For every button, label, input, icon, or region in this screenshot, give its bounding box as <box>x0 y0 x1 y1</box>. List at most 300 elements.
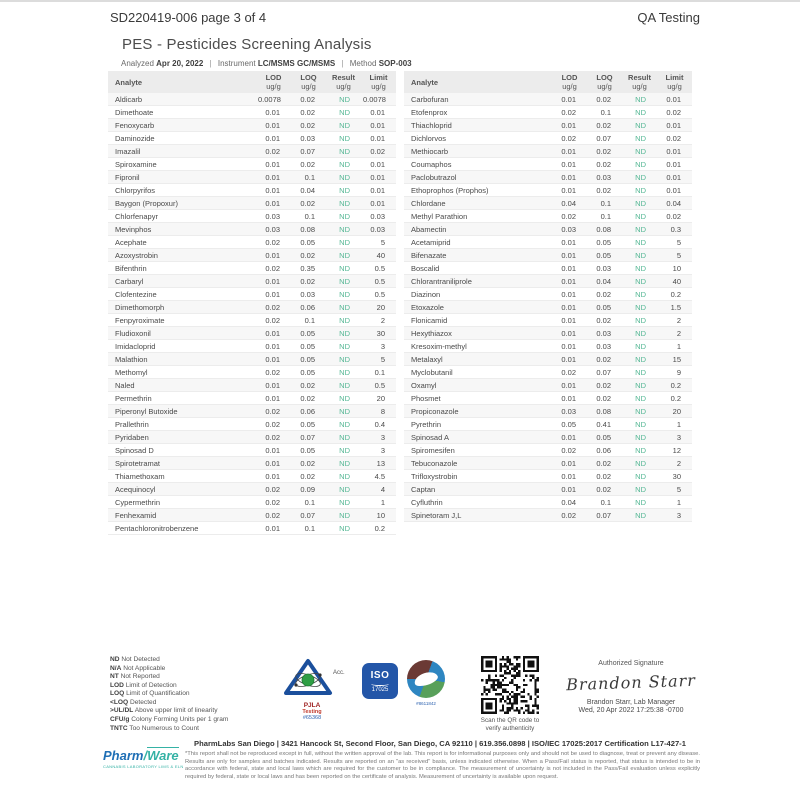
value-cell: 9 <box>657 366 692 379</box>
pharmware-logo-slash: / <box>143 748 148 763</box>
value-cell: 0.1 <box>291 522 326 535</box>
value-cell: 0.01 <box>552 288 587 301</box>
value-cell: 0.07 <box>587 509 622 522</box>
analyte-name: Tebuconazole <box>404 457 552 470</box>
result-value: ND <box>326 431 361 444</box>
value-cell: 0.09 <box>291 483 326 496</box>
meta-divider: | <box>341 59 344 68</box>
value-cell: 0.06 <box>291 405 326 418</box>
value-cell: 20 <box>657 405 692 418</box>
value-cell: 3 <box>361 431 396 444</box>
value-cell: 8 <box>361 405 396 418</box>
value-cell: 0.01 <box>552 171 587 184</box>
value-cell: 0.05 <box>587 301 622 314</box>
value-cell: 40 <box>361 249 396 262</box>
result-value: ND <box>622 470 657 483</box>
iso-label: ISO <box>370 669 390 681</box>
result-value: ND <box>326 509 361 522</box>
qr-caption: Scan the QR code to verify authenticity <box>480 717 540 732</box>
table-row <box>108 223 396 236</box>
table-row <box>108 483 396 496</box>
value-cell: 0.01 <box>361 132 396 145</box>
signature-script: Brandon Starr <box>565 670 697 695</box>
result-value: ND <box>326 236 361 249</box>
analyte-name: Acephate <box>108 236 256 249</box>
pharmware-logo-part1: Pharm <box>103 748 144 763</box>
value-cell: 0.01 <box>256 158 291 171</box>
value-cell: 0.01 <box>657 184 692 197</box>
value-cell: 2 <box>361 314 396 327</box>
legend-item: CFU/g Colony Forming Units per 1 gram <box>110 715 229 723</box>
table-row <box>404 132 692 145</box>
analyte-name: Fludioxonil <box>108 327 256 340</box>
value-cell: 0.02 <box>256 301 291 314</box>
result-value: ND <box>326 483 361 496</box>
result-value: ND <box>326 262 361 275</box>
analyzed-label: Analyzed <box>121 59 154 68</box>
qa-label: QA Testing <box>637 10 700 25</box>
abbreviation-legend <box>110 656 270 733</box>
result-value: ND <box>622 275 657 288</box>
value-cell: 3 <box>657 431 692 444</box>
value-cell: 0.02 <box>291 470 326 483</box>
analyte-name: Spiromesifen <box>404 444 552 457</box>
analyte-name: Bifenazate <box>404 249 552 262</box>
value-cell: 0.03 <box>587 327 622 340</box>
value-cell: 0.04 <box>552 197 587 210</box>
table-row <box>404 314 692 327</box>
value-cell: 0.01 <box>256 353 291 366</box>
result-value: ND <box>622 249 657 262</box>
analyte-name: Chlorantraniliprole <box>404 275 552 288</box>
value-cell: 0.1 <box>587 197 622 210</box>
analyte-name: Piperonyl Butoxide <box>108 405 256 418</box>
value-cell: 0.03 <box>361 223 396 236</box>
table-row <box>404 496 692 509</box>
table-row <box>404 366 692 379</box>
value-cell: 0.02 <box>587 379 622 392</box>
col-lod: LOD ug/g <box>256 71 291 93</box>
pjla-triangle-icon <box>284 658 340 696</box>
table-row <box>108 496 396 509</box>
value-cell: 0.02 <box>552 210 587 223</box>
value-cell: 0.01 <box>361 106 396 119</box>
iso-number: 17025 <box>371 686 389 693</box>
iso-wave-icon <box>371 682 389 686</box>
value-cell: 0.01 <box>552 431 587 444</box>
value-cell: 2 <box>657 314 692 327</box>
value-cell: 0.02 <box>552 366 587 379</box>
analyte-name: Dimethomorph <box>108 301 256 314</box>
value-cell: 0.01 <box>256 327 291 340</box>
col-analyte: Analyte <box>404 71 552 93</box>
value-cell: 0.5 <box>361 288 396 301</box>
value-cell: 0.1 <box>291 314 326 327</box>
table-row <box>404 223 692 236</box>
table-row <box>108 366 396 379</box>
value-cell: 0.02 <box>552 132 587 145</box>
value-cell: 0.01 <box>256 288 291 301</box>
analyte-name: Abamectin <box>404 223 552 236</box>
result-value: ND <box>622 353 657 366</box>
value-cell: 10 <box>657 262 692 275</box>
value-cell: 0.06 <box>587 444 622 457</box>
page-header <box>110 10 700 25</box>
analyte-name: Methyl Parathion <box>404 210 552 223</box>
value-cell: 0.02 <box>291 158 326 171</box>
value-cell: 0.02 <box>291 379 326 392</box>
analyte-name: Captan <box>404 483 552 496</box>
value-cell: 0.01 <box>256 197 291 210</box>
col-loq: LOQ ug/g <box>291 71 326 93</box>
table-row <box>404 470 692 483</box>
value-cell: 0.01 <box>552 327 587 340</box>
result-value: ND <box>326 119 361 132</box>
table-row <box>404 158 692 171</box>
value-cell: 0.02 <box>587 392 622 405</box>
value-cell: 0.02 <box>587 457 622 470</box>
value-cell: 0.2 <box>657 288 692 301</box>
result-value: ND <box>326 145 361 158</box>
value-cell: 3 <box>361 340 396 353</box>
analyte-name: Methiocarb <box>404 145 552 158</box>
pharmware-tagline: CANNABIS LABORATORY LIMS & ELN <box>103 764 184 769</box>
value-cell: 13 <box>361 457 396 470</box>
analyte-name: Spinosad A <box>404 431 552 444</box>
value-cell: 0.03 <box>256 223 291 236</box>
table-row <box>404 431 692 444</box>
analyte-name: Propiconazole <box>404 405 552 418</box>
value-cell: 0.01 <box>256 171 291 184</box>
table-row <box>404 483 692 496</box>
analyte-name: Flonicamid <box>404 314 552 327</box>
value-cell: 0.03 <box>291 288 326 301</box>
table-row <box>404 119 692 132</box>
value-cell: 0.01 <box>552 275 587 288</box>
table-row <box>404 106 692 119</box>
value-cell: 0.08 <box>587 405 622 418</box>
result-value: ND <box>326 457 361 470</box>
table-header-row <box>108 71 396 93</box>
analyte-name: Pyrethrin <box>404 418 552 431</box>
result-value: ND <box>622 210 657 223</box>
result-value: ND <box>326 223 361 236</box>
result-value: ND <box>326 275 361 288</box>
table-row <box>404 444 692 457</box>
result-value: ND <box>326 171 361 184</box>
table-row <box>108 353 396 366</box>
signature-timestamp: Wed, 20 Apr 2022 17:25:38 -0700 <box>578 707 684 714</box>
analyte-name: Diazinon <box>404 288 552 301</box>
analyte-name: Thiachloprid <box>404 119 552 132</box>
table-row <box>108 145 396 158</box>
table-row <box>404 340 692 353</box>
value-cell: 5 <box>361 236 396 249</box>
value-cell: 0.01 <box>256 119 291 132</box>
value-cell: 0.07 <box>587 132 622 145</box>
value-cell: 0.02 <box>587 470 622 483</box>
table-row <box>108 392 396 405</box>
value-cell: 0.5 <box>361 262 396 275</box>
col-loq: LOQ ug/g <box>587 71 622 93</box>
analyte-name: Malathion <box>108 353 256 366</box>
value-cell: 0.08 <box>587 223 622 236</box>
table-row <box>404 249 692 262</box>
analyte-name: Paclobutrazol <box>404 171 552 184</box>
table-row <box>108 457 396 470</box>
value-cell: 1.5 <box>657 301 692 314</box>
value-cell: 0.03 <box>361 210 396 223</box>
col-analyte: Analyte <box>108 71 256 93</box>
value-cell: 2 <box>657 457 692 470</box>
analyte-name: Aldicarb <box>108 93 256 106</box>
value-cell: 0.1 <box>291 496 326 509</box>
analyte-name: Daminozide <box>108 132 256 145</box>
value-cell: 0.05 <box>291 327 326 340</box>
analyte-name: Carbofuran <box>404 93 552 106</box>
value-cell: 0.04 <box>552 496 587 509</box>
value-cell: 0.03 <box>291 132 326 145</box>
table-row <box>108 158 396 171</box>
value-cell: 0.1 <box>587 496 622 509</box>
analyte-name: Oxamyl <box>404 379 552 392</box>
result-value: ND <box>326 496 361 509</box>
legend-item: NT Not Reported <box>110 673 160 681</box>
value-cell: 0.05 <box>291 236 326 249</box>
value-cell: 0.01 <box>552 340 587 353</box>
authorized-signature-label: Authorized Signature <box>598 660 664 667</box>
value-cell: 0.05 <box>587 249 622 262</box>
value-cell: 0.03 <box>587 171 622 184</box>
value-cell: 0.01 <box>552 119 587 132</box>
analyte-name: Prallethrin <box>108 418 256 431</box>
analyte-name: Naled <box>108 379 256 392</box>
result-value: ND <box>622 171 657 184</box>
result-value: ND <box>622 496 657 509</box>
legend-item: >UL/DL Above upper limit of linearity <box>110 707 218 715</box>
result-value: ND <box>622 392 657 405</box>
value-cell: 0.01 <box>552 249 587 262</box>
value-cell: 0.01 <box>552 301 587 314</box>
result-value: ND <box>622 327 657 340</box>
value-cell: 0.01 <box>657 93 692 106</box>
page-title: PES - Pesticides Screening Analysis <box>122 36 372 53</box>
result-value: ND <box>622 509 657 522</box>
value-cell: 0.01 <box>256 444 291 457</box>
value-cell: 0.1 <box>587 210 622 223</box>
analyte-name: Pyridaben <box>108 431 256 444</box>
table-row <box>108 379 396 392</box>
results-table-right <box>404 71 692 522</box>
analyte-name: Cyfluthrin <box>404 496 552 509</box>
value-cell: 0.01 <box>361 158 396 171</box>
qr-code-icon <box>481 656 539 714</box>
value-cell: 5 <box>657 249 692 262</box>
table-row <box>404 210 692 223</box>
value-cell: 0.02 <box>291 106 326 119</box>
value-cell: 0.0078 <box>256 93 291 106</box>
instrument-label: Instrument <box>217 59 256 68</box>
value-cell: 0.3 <box>657 223 692 236</box>
disclaimer-text: *This report shall not be reproduced except in full, without the written approval of the lab. This report is for informational purposes only and should not be used to diagnose, treat or prevent any disease. Results are only for samples and batches indicated. Results are reported on an "as received" basis, unless indicated otherwise. When a Pass/Fail status is reported, that status is intended to be in accordance with federal, state and local laws which are required for the customer to be in compliance. The measurement of uncertainty is not included in the Pass/Fail evaluation unless explicitly required by federal, state or local laws and has been reported on the certificate of analysis. Measurement of uncertainty is available upon request. <box>185 751 700 780</box>
table-row <box>108 249 396 262</box>
col-result: Result ug/g <box>326 71 361 93</box>
table-row <box>404 288 692 301</box>
value-cell: 0.01 <box>552 457 587 470</box>
value-cell: 0.02 <box>256 509 291 522</box>
signature-block <box>556 660 706 714</box>
result-value: ND <box>622 262 657 275</box>
result-value: ND <box>326 210 361 223</box>
value-cell: 0.01 <box>552 145 587 158</box>
signer-name-title: Brandon Starr, Lab Manager <box>586 699 676 706</box>
result-value: ND <box>326 327 361 340</box>
legend-item: <LOQ Detected <box>110 698 157 706</box>
value-cell: 1 <box>657 340 692 353</box>
value-cell: 15 <box>657 353 692 366</box>
value-cell: 20 <box>361 392 396 405</box>
value-cell: 0.02 <box>587 184 622 197</box>
method-value: SOP-003 <box>378 59 412 68</box>
result-value: ND <box>622 197 657 210</box>
legend-item: LOD Limit of Detection <box>110 681 177 689</box>
value-cell: 0.5 <box>361 379 396 392</box>
result-value: ND <box>326 158 361 171</box>
result-value: ND <box>326 522 361 535</box>
value-cell: 0.02 <box>657 210 692 223</box>
value-cell: 12 <box>657 444 692 457</box>
value-cell: 0.01 <box>552 483 587 496</box>
table-row <box>108 470 396 483</box>
table-row <box>404 392 692 405</box>
value-cell: 0.02 <box>256 314 291 327</box>
table-row <box>108 288 396 301</box>
result-value: ND <box>326 301 361 314</box>
value-cell: 1 <box>361 496 396 509</box>
result-value: ND <box>326 184 361 197</box>
value-cell: 0.01 <box>552 353 587 366</box>
value-cell: 0.01 <box>256 340 291 353</box>
table-row <box>404 275 692 288</box>
analyte-name: Trifloxystrobin <box>404 470 552 483</box>
analyte-name: Fipronil <box>108 171 256 184</box>
value-cell: 0.01 <box>361 184 396 197</box>
value-cell: 0.0078 <box>361 93 396 106</box>
value-cell: 0.01 <box>657 171 692 184</box>
value-cell: 0.02 <box>256 262 291 275</box>
table-row <box>108 275 396 288</box>
result-value: ND <box>622 314 657 327</box>
value-cell: 0.1 <box>291 171 326 184</box>
results-tables <box>108 71 692 535</box>
value-cell: 0.05 <box>587 431 622 444</box>
value-cell: 0.01 <box>256 392 291 405</box>
table-row <box>108 314 396 327</box>
value-cell: 0.02 <box>587 93 622 106</box>
result-value: ND <box>622 405 657 418</box>
instrument-value: LC/MSMS GC/MSMS <box>257 59 336 68</box>
analyte-name: Carbaryl <box>108 275 256 288</box>
result-value: ND <box>326 353 361 366</box>
value-cell: 0.01 <box>256 106 291 119</box>
result-value: ND <box>622 483 657 496</box>
result-value: ND <box>326 93 361 106</box>
analyte-name: Spiroxamine <box>108 158 256 171</box>
analyte-name: Phosmet <box>404 392 552 405</box>
iso-17025-badge <box>362 663 398 699</box>
analyte-name: Imidacloprid <box>108 340 256 353</box>
result-value: ND <box>326 470 361 483</box>
result-value: ND <box>622 132 657 145</box>
table-row <box>108 509 396 522</box>
analyte-name: Acetamiprid <box>404 236 552 249</box>
value-cell: 0.02 <box>587 314 622 327</box>
analyte-name: Acequinocyl <box>108 483 256 496</box>
analyte-name: Metalaxyl <box>404 353 552 366</box>
value-cell: 0.07 <box>291 509 326 522</box>
value-cell: 0.05 <box>291 340 326 353</box>
value-cell: 10 <box>361 509 396 522</box>
analyte-name: Chlorpyrifos <box>108 184 256 197</box>
table-row <box>404 379 692 392</box>
value-cell: 0.02 <box>291 119 326 132</box>
value-cell: 0.01 <box>552 262 587 275</box>
value-cell: 0.06 <box>291 301 326 314</box>
value-cell: 0.03 <box>552 405 587 418</box>
result-value: ND <box>326 106 361 119</box>
pjla-acc-label: Acc. <box>333 670 345 676</box>
value-cell: 0.05 <box>552 418 587 431</box>
analyte-name: Baygon (Propoxur) <box>108 197 256 210</box>
value-cell: 0.01 <box>256 275 291 288</box>
value-cell: 0.01 <box>256 249 291 262</box>
analyzed-value: Apr 20, 2022 <box>156 59 204 68</box>
value-cell: 1 <box>657 418 692 431</box>
result-value: ND <box>326 444 361 457</box>
value-cell: 0.02 <box>657 106 692 119</box>
value-cell: 0.01 <box>552 93 587 106</box>
col-limit: Limit ug/g <box>361 71 396 93</box>
table-row <box>404 509 692 522</box>
result-value: ND <box>622 431 657 444</box>
value-cell: 3 <box>657 509 692 522</box>
col-result: Result ug/g <box>622 71 657 93</box>
value-cell: 0.08 <box>291 223 326 236</box>
result-value: ND <box>326 314 361 327</box>
value-cell: 0.5 <box>361 275 396 288</box>
analyte-name: Hexythiazox <box>404 327 552 340</box>
table-row <box>404 418 692 431</box>
legend-item: TNTC Too Numerous to Count <box>110 724 199 732</box>
result-value: ND <box>622 119 657 132</box>
table-row <box>108 132 396 145</box>
result-value: ND <box>622 93 657 106</box>
table-row <box>108 327 396 340</box>
col-lod: LOD ug/g <box>552 71 587 93</box>
table-row <box>108 444 396 457</box>
table-row <box>404 301 692 314</box>
accreditation-seal <box>406 660 446 706</box>
value-cell: 0.03 <box>587 340 622 353</box>
table-row <box>108 301 396 314</box>
analyte-name: Bifenthrin <box>108 262 256 275</box>
table-header-row <box>404 71 692 93</box>
value-cell: 0.02 <box>256 236 291 249</box>
value-cell: 0.01 <box>256 457 291 470</box>
analyte-name: Thiamethoxam <box>108 470 256 483</box>
result-value: ND <box>622 444 657 457</box>
value-cell: 0.02 <box>256 366 291 379</box>
